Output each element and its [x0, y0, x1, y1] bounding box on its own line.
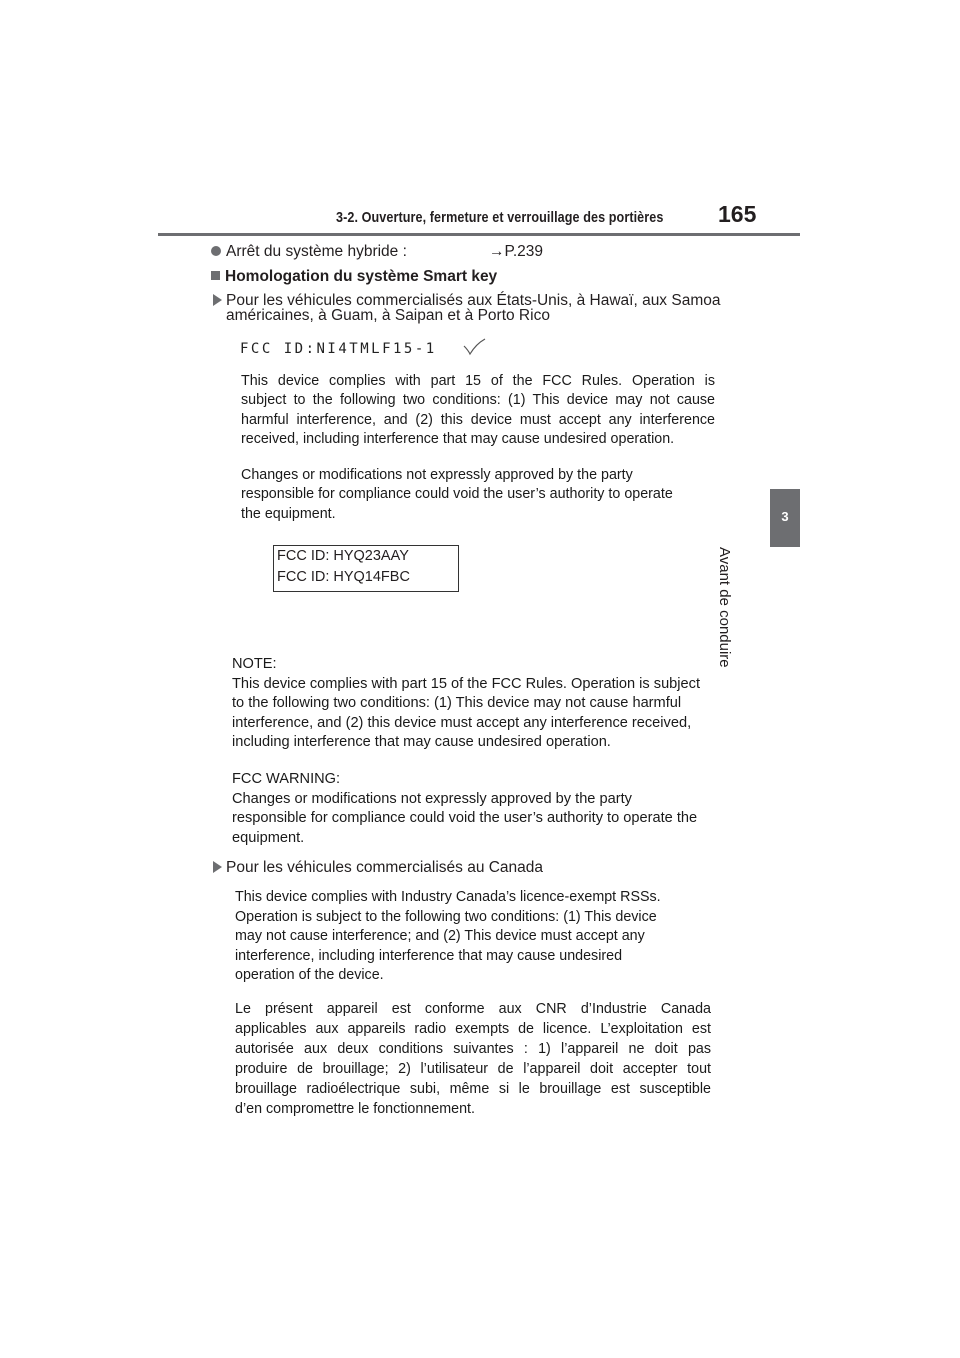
note-line: This device complies with part 15 of the FCC Rules. Operation is subject	[232, 675, 701, 692]
arrow-right-icon	[213, 861, 222, 873]
arrow-right-icon	[213, 294, 222, 306]
fcc-compliance-text	[241, 372, 715, 450]
canada-intro	[213, 859, 543, 877]
fcc-id-label: FCC ID:NI4TMLF15-1	[240, 341, 437, 357]
canada-intro-text: Pour les véhicules commercialisés au Canada	[226, 859, 544, 876]
fcc-text-line: This device complies with part 15 of the FCC Rules. Operation is	[241, 373, 715, 389]
canada-fr-line: produire de brouillage; 2) l’utilisateur de l’appareil doit accepter tout	[235, 1061, 711, 1077]
fcc-id-box	[273, 545, 459, 592]
fcc-text-line: responsible for compliance could void the user’s authority to operate	[241, 486, 673, 503]
canada-en-line: may not cause interference; and (2) This device must accept any	[235, 928, 645, 945]
fcc-id-line: FCC ID: HYQ14FBC	[277, 569, 410, 585]
section-heading	[211, 268, 497, 286]
bullet-dot-icon	[211, 246, 221, 256]
chapter-number: 3	[781, 509, 789, 524]
warning-title: FCC WARNING:	[232, 771, 341, 787]
fcc-warning-block	[232, 770, 727, 848]
bullet-hybrid-stop-text: Arrêt du système hybride :	[226, 243, 407, 260]
fcc-changes-text	[241, 466, 715, 524]
warning-line: responsible for compliance could void the user’s authority to operate the	[232, 810, 698, 827]
note-line: to the following two conditions: (1) This device may not cause harmful	[232, 695, 682, 712]
fcc-text-line: subject to the following two conditions: (1) This device may not cause	[241, 392, 715, 409]
canada-fr-line: d’en compromettre le fonctionnement.	[235, 1101, 475, 1117]
page-number: 165	[718, 201, 757, 227]
warning-line: Changes or modifications not expressly approved by the party	[232, 790, 632, 807]
fcc-id-line: FCC ID: HYQ23AAY	[277, 548, 409, 564]
heading-square-icon	[211, 271, 220, 280]
canada-en-line: operation of the device.	[235, 967, 384, 984]
fcc-text-line: the equipment.	[241, 505, 336, 522]
note-block	[232, 655, 727, 753]
fcc-text-line: harmful interference, and (2) this device must accept any interference	[241, 411, 715, 428]
canada-en-line: interference, including interference that may cause undesired	[235, 947, 623, 964]
usa-intro-line1-text: Pour les véhicules commercialisés aux États-Unis, à Hawaï, aux Samoa	[226, 292, 721, 309]
canada-english-text	[235, 888, 711, 986]
section-heading-text: Homologation du système Smart key	[225, 268, 498, 285]
note-line: including interference that may cause undesired operation.	[232, 734, 611, 751]
header-rule	[158, 233, 800, 236]
canada-fr-line: Le présent appareil est conforme aux CNR d’Industrie Canada	[235, 1001, 711, 1017]
checkmark-icon	[462, 338, 486, 356]
chapter-label	[716, 547, 800, 707]
fcc-text-line: received, including interference that may cause undesired operation.	[241, 431, 675, 448]
canada-fr-line: applicables aux appareils radio exempts de licence. L’exploitation est	[235, 1021, 711, 1037]
canada-fr-line: autorisée aux deux conditions suivantes : 1) l’appareil ne doit pas	[235, 1041, 711, 1057]
page-reference-link[interactable]: →P.239	[489, 243, 544, 260]
warning-line: equipment.	[232, 829, 305, 846]
canada-en-line: This device complies with Industry Canada’s licence-exempt RSSs.	[235, 889, 661, 905]
canada-french-text	[235, 999, 711, 1119]
canada-en-line: Operation is subject to the following two conditions: (1) This device	[235, 908, 657, 925]
bullet-hybrid-stop	[211, 243, 407, 261]
usa-intro-line2: américaines, à Guam, à Saipan et à Porto Rico	[226, 307, 550, 324]
fcc-text-line: Changes or modifications not expressly approved by the party	[241, 467, 633, 483]
note-title: NOTE:	[232, 656, 277, 672]
canada-fr-line: brouillage radioélectrique subi, même si le brouillage est susceptible	[235, 1081, 711, 1097]
note-line: interference, and (2) this device must accept any interference received,	[232, 714, 692, 731]
section-title: 3-2. Ouverture, fermeture et verrouillage des portières	[336, 209, 664, 226]
chapter-label-text: Avant de conduire	[716, 547, 734, 668]
